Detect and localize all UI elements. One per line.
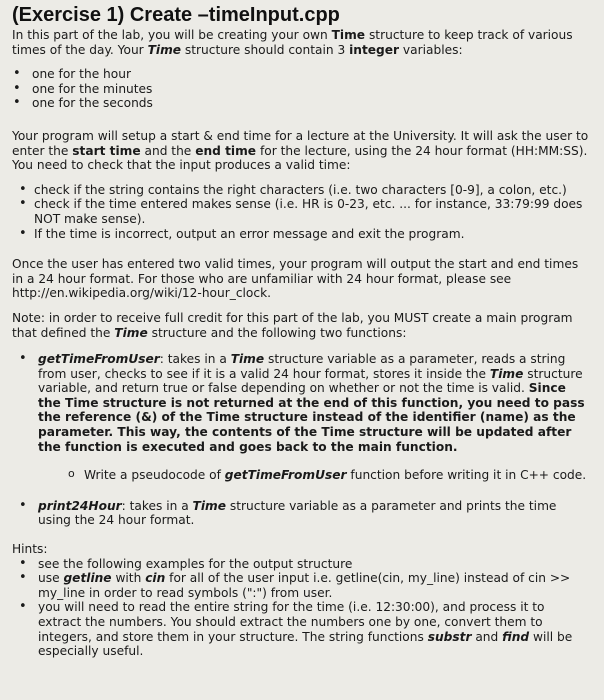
program-text: and the [140, 143, 196, 158]
note-paragraph [12, 311, 590, 340]
list-item: • If the time is incorrect, output an error message and exit the program. [18, 227, 590, 242]
code-term: find [502, 629, 530, 644]
function-text: : takes in a [121, 498, 193, 513]
intro-text: variables: [399, 42, 463, 57]
list-item: • check if the string contains the right characters (i.e. two characters [0-9], a colon, etc.) [18, 183, 590, 198]
time-term: Time [331, 28, 366, 42]
intro-text: structure should contain 3 [181, 42, 350, 57]
list-item: • see the following examples for the output structure [18, 557, 590, 572]
hint-text: will be especially useful. [38, 629, 573, 659]
function-text: structure variable as a parameter and prints the time using the 24 hour format. [38, 498, 557, 528]
output-paragraph: Once the user has entered two valid times, your program will output the start and end times in a 24 hour format. For those who are unfamiliar with 24 hour format, please see http://en.wikipedia.org/wiki/12-hour_clock. [12, 257, 579, 301]
list-item [18, 571, 590, 600]
integer-term: integer [349, 42, 400, 57]
variables-list [12, 67, 590, 111]
sub-text: Write a pseudocode of [84, 468, 225, 483]
code-term: getline [63, 571, 112, 586]
hint-text: you will need to read the entire string for the time (i.e. 12:30:00), and process it to extract the numbers. You should extract the numbers one by one, convert them to integers, and store them in your structure. The string functions [38, 600, 545, 644]
function-text: structure variable, and return true or false depending on whether or not the time is valid. [38, 366, 583, 396]
list-item [18, 600, 590, 658]
sub-text: function before writing it in C++ code. [346, 468, 587, 483]
code-term: substr [427, 629, 472, 644]
time-term: Time [114, 325, 148, 340]
time-term: Time [489, 366, 524, 381]
code-term: cin [145, 571, 166, 586]
intro-text: In this part of the lab, you will be creating your own [12, 28, 332, 42]
list-item: • one for the minutes [12, 82, 590, 97]
time-term: Time [230, 352, 265, 367]
function-item-get-time [18, 352, 590, 483]
function-name: getTimeFromUser [224, 468, 347, 483]
hint-text: and [471, 629, 503, 644]
list-item: • one for the seconds [12, 96, 590, 111]
program-text: Your program will setup a start & end time for a lecture at the University. It will ask the user to enter the [12, 128, 589, 158]
time-term: Time [192, 498, 227, 513]
sub-list [68, 468, 590, 483]
note-text: structure and the following two functions: [147, 325, 407, 340]
function-name: getTimeFromUser [38, 352, 160, 367]
functions-list [18, 352, 590, 528]
list-item: • one for the hour [12, 67, 590, 82]
page-title: (Exercise 1) Create –timeInput.cpp [12, 4, 340, 26]
program-text: for the lecture, using the 24 hour format (HH:MM:SS). You need to check that the input produces a valid time: [12, 143, 588, 173]
end-time-term: end time [195, 143, 257, 158]
list-item [68, 468, 590, 483]
function-text: structure variable as a parameter, reads a string from user, checks to see if it is a valid 24 hour format, stores it inside the [38, 352, 566, 381]
program-paragraph [12, 129, 590, 173]
function-name: print24Hour [38, 498, 122, 513]
intro-paragraph [12, 28, 590, 57]
hints-label: Hints: [12, 542, 48, 557]
function-bold-text: Since the Time structure is not returned at the end of this function, you need to pass the reference (&) of the Time structure instead of the identifier (name) as the parameter. This way, the contents of the Time structure will be updated after the function is executed and goes back to the main function. [38, 381, 585, 454]
hint-text: for all of the user input i.e. getline(cin, my_line) instead of cin >> my_line in order to read symbols (":") from user. [38, 571, 571, 600]
function-text: : takes in a [159, 352, 231, 367]
hints-list [18, 557, 590, 659]
start-time-term: start time [72, 143, 141, 158]
note-text: Note: in order to receive full credit for this part of the lab, you MUST create a main program that defined the [12, 310, 573, 340]
intro-text: structure to keep track of various times of the day. Your [12, 28, 573, 57]
function-item-print [18, 499, 590, 528]
time-term: Time [147, 42, 182, 57]
list-item: • check if the time entered makes sense (i.e. HR is 0-23, etc. ... for instance, 33:79:99 does NOT make sense). [18, 197, 590, 226]
validation-list [18, 183, 590, 241]
hint-text: with [111, 571, 146, 586]
hint-text: use [38, 571, 64, 586]
